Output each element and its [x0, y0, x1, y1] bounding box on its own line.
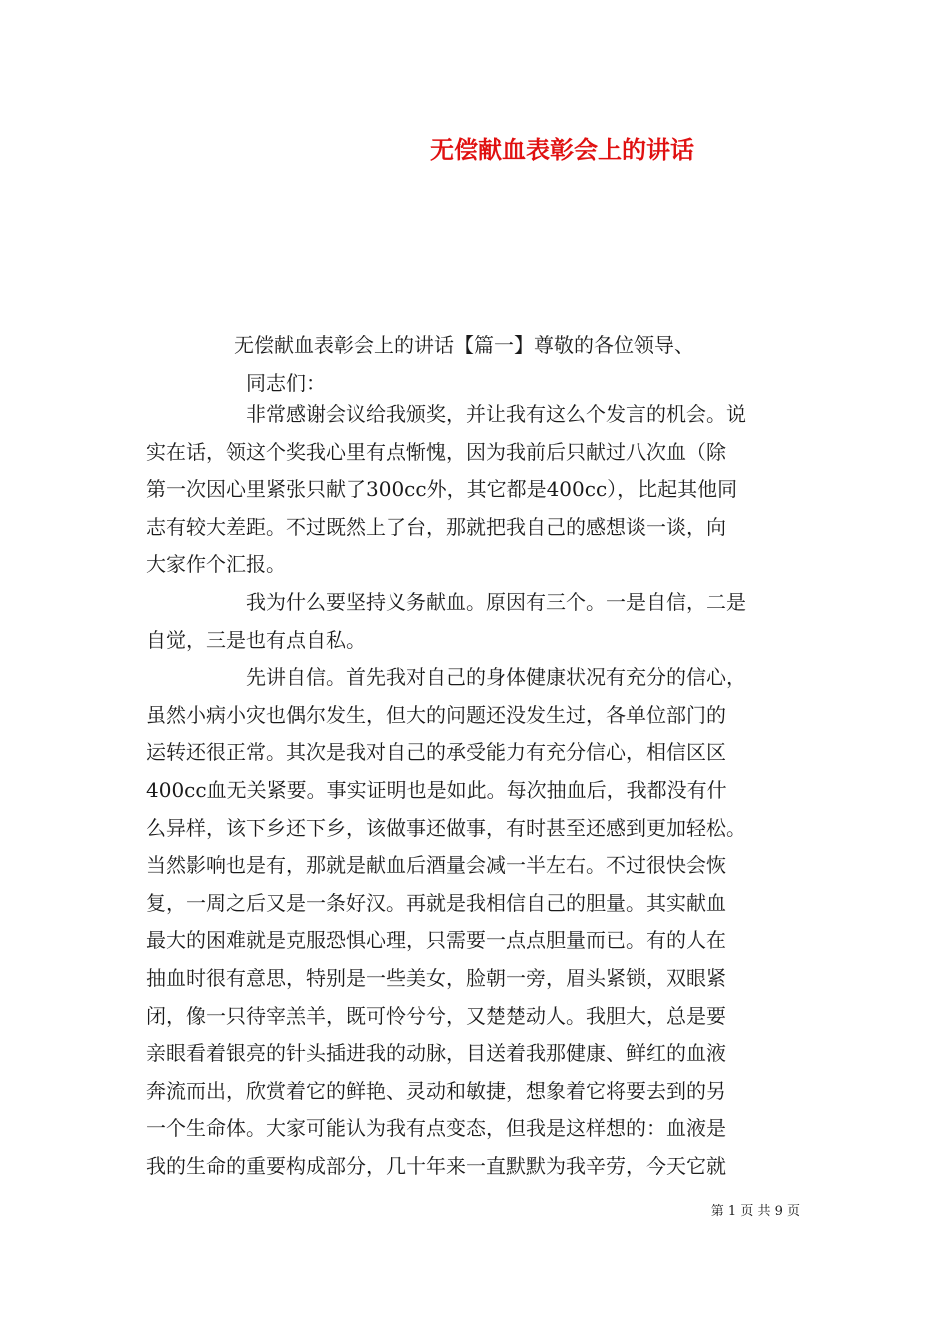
paragraph-1-line-2: 实在话，领这个奖我心里有点惭愧，因为我前后只献过八次血（除: [146, 439, 726, 464]
paragraph-3-line-6: 当然影响也是有，那就是献血后酒量会减一半左右。不过很快会恢: [146, 853, 726, 878]
paragraph-3-line-14: 我的生命的重要构成部分，几十年来一直默默为我辛劳，今天它就: [146, 1153, 726, 1178]
paragraph-1-line-1: 非常感谢会议给我颁奖，并让我有这么个发言的机会。说: [246, 402, 746, 426]
paragraph-3-line-3: 运转还很正常。其次是我对自己的承受能力有充分信心，相信区区: [146, 740, 726, 765]
speech-body: [146, 396, 814, 1185]
paragraph-2-line-2: 自觉，三是也有点自私。: [146, 627, 366, 652]
paragraph-3-line-8: 最大的困难就是克服恐惧心理，只需要一点点胆量而已。有的人在: [146, 928, 726, 953]
paragraph-3-line-10: 闭，像一只待宰羔羊，既可怜兮兮，又楚楚动人。我胆大，总是要: [146, 1003, 726, 1028]
paragraph-3-line-4: 400cc血无关紧要。事实证明也是如此。每次抽血后，我都没有什: [146, 777, 727, 802]
paragraph-3-line-5: 么异样，该下乡还下乡，该做事还做事，有时甚至还感到更加轻松。: [146, 815, 746, 840]
paragraph-3-line-2: 虽然小病小灾也偶尔发生，但大的问题还没发生过，各单位部门的: [146, 702, 726, 727]
paragraph-1-line-5: 大家作个汇报。: [146, 552, 286, 577]
paragraph-1-line-4: 志有较大差距。不过既然上了台，那就把我自己的感想谈一谈，向: [146, 514, 726, 539]
paragraph-3-line-9: 抽血时很有意思，特别是一些美女，脸朝一旁，眉头紧锁，双眼紧: [146, 965, 726, 990]
paragraph-2-line-1: 我为什么要坚持义务献血。原因有三个。一是自信，二是: [246, 589, 746, 614]
paragraph-1-line-3: 第一次因心里紧张只献了300cc外，其它都是400cc），比起其他同: [146, 477, 738, 502]
paragraph-3-line-13: 一个生命体。大家可能认为我有点变态，但我是这样想的：血液是: [146, 1116, 726, 1141]
document-title: 无偿献血表彰会上的讲话: [430, 135, 694, 164]
opening-line: 无偿献血表彰会上的讲话【篇一】尊敬的各位领导、: [234, 333, 694, 357]
salutation: 同志们：: [246, 371, 326, 395]
paragraph-3-line-1: 先讲自信。首先我对自己的身体健康状况有充分的信心，: [246, 665, 746, 690]
paragraph-3-line-7: 复，一周之后又是一条好汉。再就是我相信自己的胆量。其实献血: [146, 890, 726, 915]
paragraph-3-line-12: 奔流而出，欣赏着它的鲜艳、灵动和敏捷，想象着它将要去到的另: [146, 1078, 726, 1103]
page-number-footer: 第 1 页 共 9 页: [710, 1204, 800, 1219]
paragraph-3-line-11: 亲眼看着银亮的针头插进我的动脉，目送着我那健康、鲜红的血液: [146, 1041, 726, 1066]
